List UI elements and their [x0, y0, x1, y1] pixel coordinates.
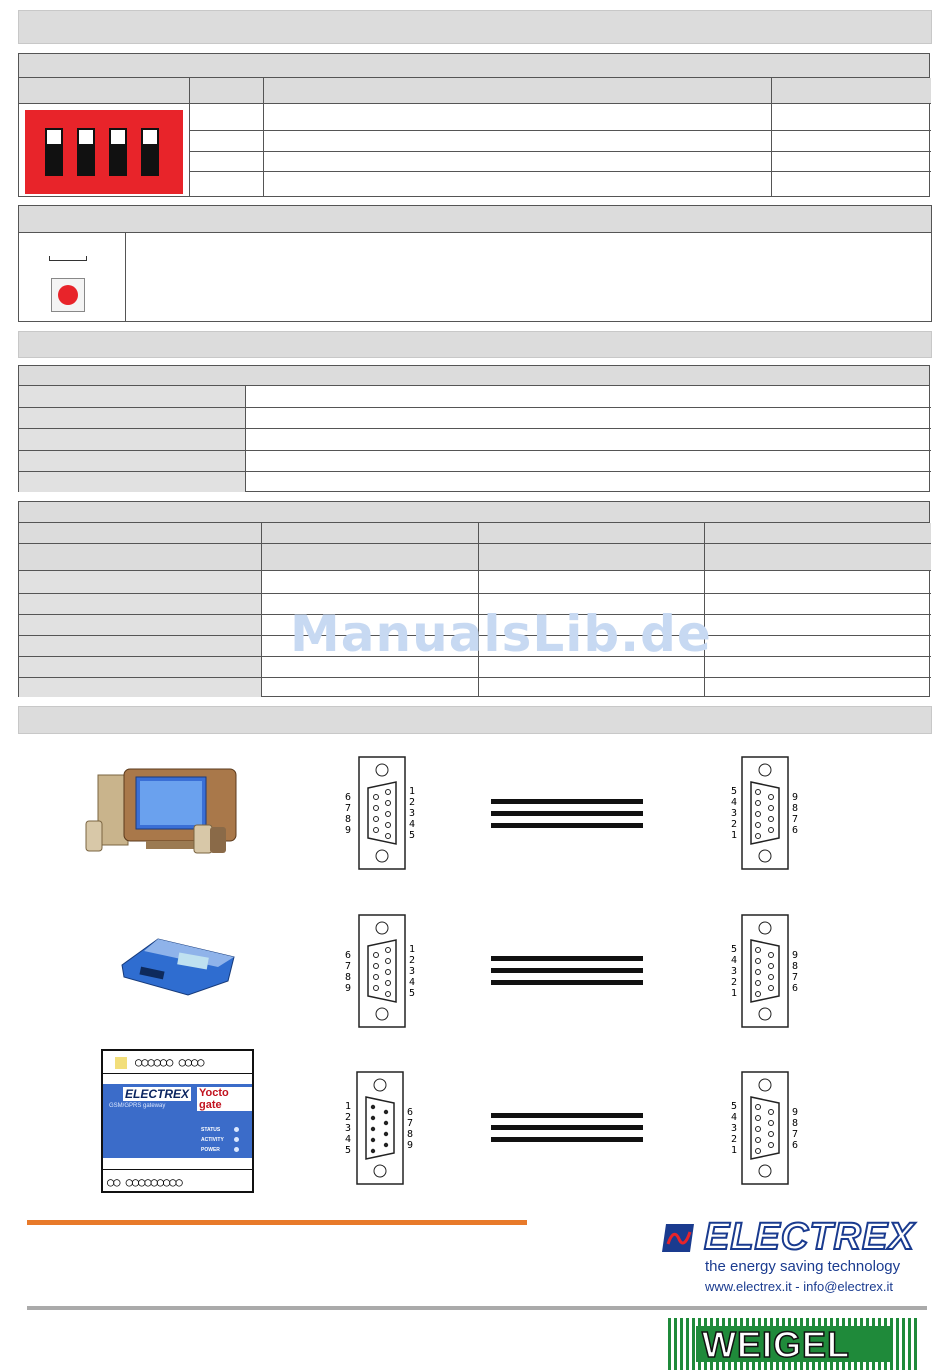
pin-number: 3 [409, 966, 416, 977]
pin-number: 2 [731, 977, 738, 988]
pin-number: 1 [409, 786, 416, 797]
pin-number: 7 [345, 803, 352, 814]
pin-number: 6 [792, 983, 799, 994]
pin-number: 6 [792, 825, 799, 836]
pin-numbers-male-right-2 [409, 944, 421, 999]
pin-number: 8 [345, 814, 352, 825]
cable-line [491, 799, 643, 804]
led-icon [234, 1127, 239, 1132]
section-header-2 [18, 331, 932, 358]
db9-connector-female-1 [741, 756, 789, 870]
pin-number: 3 [731, 808, 738, 819]
section-header-3 [18, 706, 932, 734]
pin-numbers-male-left-2 [345, 950, 357, 994]
section-header-1 [18, 10, 932, 44]
pin-number: 8 [407, 1129, 414, 1140]
led-power-label: POWER [201, 1147, 220, 1153]
gateway-device [101, 1049, 254, 1193]
db9-connector-female-3 [741, 1071, 789, 1185]
pin-number: 5 [345, 1145, 352, 1156]
pin-numbers-male-right-3 [407, 1107, 419, 1151]
footer-tagline: the energy saving technology [705, 1258, 901, 1275]
pin-number: 9 [792, 950, 799, 961]
pin-number: 5 [731, 944, 738, 955]
pin-numbers-female-right-3 [792, 1107, 804, 1151]
cable-line [491, 956, 643, 961]
cable-line [491, 980, 643, 985]
pin-number: 5 [409, 830, 416, 841]
pin-number: 8 [345, 972, 352, 983]
pin-number: 3 [731, 966, 738, 977]
pin-number: 7 [792, 972, 799, 983]
pin-numbers-female-left-3 [731, 1101, 743, 1156]
pin-number: 4 [731, 797, 738, 808]
terminal-row-bottom: ○○ ○○○○○○○○○ [107, 1175, 182, 1189]
cable-line [491, 811, 643, 816]
db9-connector-male-3 [356, 1071, 404, 1185]
button-table [18, 205, 932, 322]
pin-number: 6 [345, 792, 352, 803]
spec-table-1 [18, 365, 930, 492]
spec-table-2 [18, 501, 930, 697]
led-activity-label: ACTIVITY [201, 1137, 224, 1143]
pin-number: 4 [409, 977, 416, 988]
pin-number: 6 [407, 1107, 414, 1118]
pin-number: 3 [731, 1123, 738, 1134]
pin-numbers-female-left-1 [731, 786, 743, 841]
pin-number: 9 [345, 825, 352, 836]
pc-icon [84, 765, 250, 857]
pin-number: 2 [731, 1134, 738, 1145]
pin-number: 7 [792, 1129, 799, 1140]
pin-number: 5 [731, 1101, 738, 1112]
pin-number: 7 [407, 1118, 414, 1129]
electrex-logo-icon [662, 1222, 698, 1254]
cable-line [491, 1125, 643, 1130]
pin-number: 4 [731, 1112, 738, 1123]
db9-connector-female-2 [741, 914, 789, 1028]
cable-line [491, 968, 643, 973]
cable-line [491, 1137, 643, 1142]
pin-number: 7 [345, 961, 352, 972]
pin-number: 5 [409, 988, 416, 999]
gateway-subtitle: GSM/GPRS gateway [109, 1103, 166, 1109]
pin-number: 7 [792, 814, 799, 825]
led-status-label: STATUS [201, 1127, 221, 1133]
pin-number: 5 [731, 786, 738, 797]
pin-number: 9 [345, 983, 352, 994]
pin-number: 2 [409, 955, 416, 966]
led-icon [234, 1147, 239, 1152]
pin-number: 4 [345, 1134, 352, 1145]
pin-number: 8 [792, 1118, 799, 1129]
pin-number: 9 [792, 1107, 799, 1118]
led-icon [234, 1137, 239, 1142]
terminal-row-top: ○○○○○○ ○○○○ [135, 1055, 204, 1069]
footer-contact[interactable]: www.electrex.it - info@electrex.it [705, 1279, 894, 1294]
weigel-logo-text: WEIGEL [702, 1324, 850, 1365]
pin-numbers-female-right-2 [792, 950, 804, 994]
gateway-model: Yocto gate [197, 1087, 252, 1111]
cable-line [491, 1113, 643, 1118]
converter-icon [118, 935, 238, 997]
pin-number: 1 [731, 988, 738, 999]
footer-rule [27, 1306, 927, 1310]
dip-switch-image [25, 110, 183, 194]
cable-line [491, 823, 643, 828]
pin-number: 8 [792, 961, 799, 972]
pin-number: 6 [792, 1140, 799, 1151]
orange-divider [27, 1220, 527, 1225]
pin-number: 2 [409, 797, 416, 808]
pin-numbers-female-left-2 [731, 944, 743, 999]
pin-number: 1 [731, 1145, 738, 1156]
pin-number: 6 [345, 950, 352, 961]
pin-number: 9 [407, 1140, 414, 1151]
db9-connector-male-1 [358, 756, 406, 870]
pin-number: 4 [409, 819, 416, 830]
pin-numbers-male-right-1 [409, 786, 421, 841]
footer-brand: ELECTREX [704, 1216, 915, 1258]
pin-number: 1 [409, 944, 416, 955]
dip-switch-table [18, 53, 930, 197]
pin-number: 2 [345, 1112, 352, 1123]
pin-number: 4 [731, 955, 738, 966]
gateway-brand: ELECTREX [125, 1087, 190, 1101]
pin-numbers-male-left-1 [345, 792, 357, 836]
reset-button-icon [51, 278, 85, 312]
watermark: ManualsLib.de [290, 605, 712, 663]
db9-connector-male-2 [358, 914, 406, 1028]
pin-number: 1 [345, 1101, 352, 1112]
pin-numbers-male-left-3 [345, 1101, 357, 1156]
pin-number: 9 [792, 792, 799, 803]
pin-number: 3 [409, 808, 416, 819]
weigel-logo [668, 1318, 918, 1370]
pin-number: 1 [731, 830, 738, 841]
pin-number: 2 [731, 819, 738, 830]
pin-number: 3 [345, 1123, 352, 1134]
pin-numbers-female-right-1 [792, 792, 804, 836]
pin-number: 8 [792, 803, 799, 814]
